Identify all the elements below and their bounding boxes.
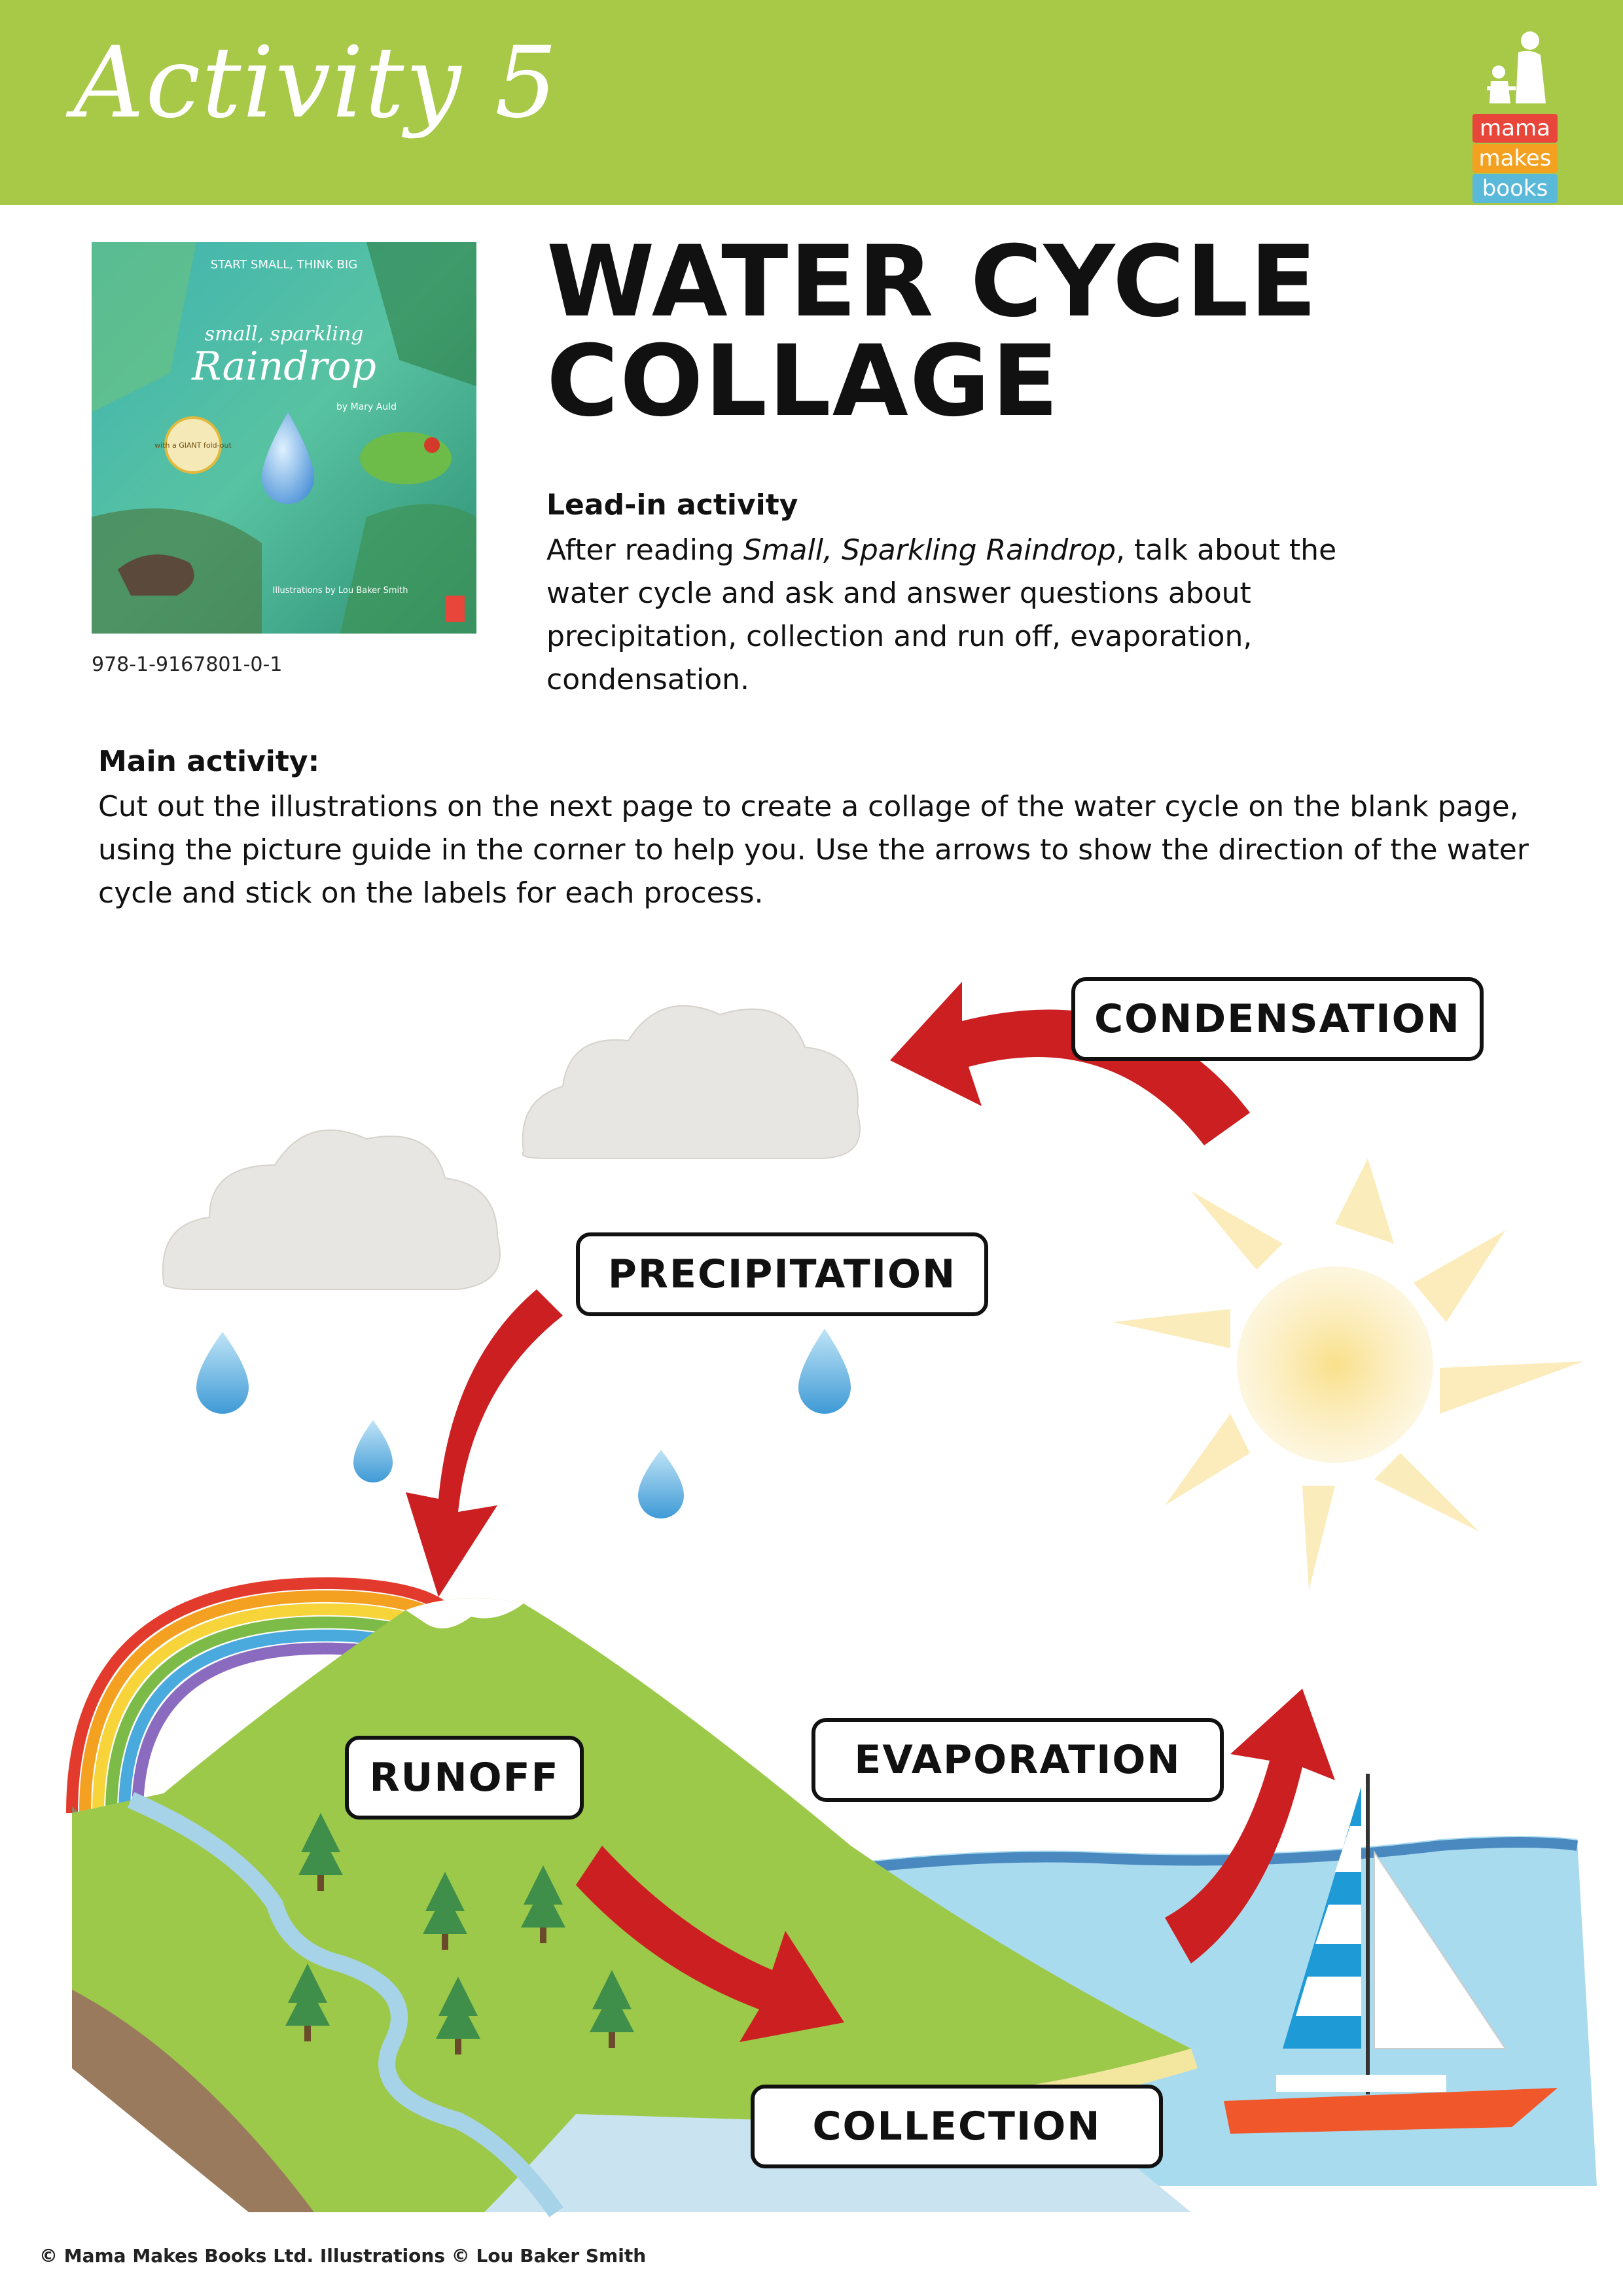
- book-tagline: START SMALL, THINK BIG: [210, 258, 358, 272]
- logo-mama: mama: [1472, 114, 1558, 143]
- lead-in-text: [546, 529, 1364, 702]
- main-activity-text: Cut out the illustrations on the next page to create a collage of the water cycle on the blank page, using the picture guide in the corner to help you. Use the arrows to show the direction of the water cycle and stick on the labels for each process.: [98, 790, 1529, 910]
- page-title: [546, 225, 1319, 439]
- lead-in-text-end: , talk about the water cycle and ask and answer questions about precipitation, collection and run off, evaporation, condensation.: [546, 533, 1337, 696]
- page-title-line1: WATER CYCLE: [546, 225, 1319, 339]
- water-cycle-diagram: [0, 942, 1623, 2232]
- cloud-right: [522, 1006, 860, 1158]
- copyright-footer: © Mama Makes Books Ltd. Illustrations © Lou Baker Smith: [39, 2245, 647, 2267]
- book-author: by Mary Auld: [336, 402, 397, 412]
- lead-in-text-start: After reading: [546, 533, 743, 567]
- sun-icon: [1113, 1158, 1584, 1590]
- logo-books: books: [1472, 174, 1558, 203]
- raindrop-icon: [196, 1329, 851, 1518]
- label-collection: COLLECTION: [751, 2085, 1163, 2168]
- mother-child-icon: [1472, 26, 1558, 111]
- book-badge: with a GIANT fold-out: [154, 441, 232, 450]
- page-title-line2: COLLAGE: [546, 325, 1060, 439]
- book-illustrator: Illustrations by Lou Baker Smith: [272, 586, 408, 596]
- header-bar: [0, 0, 1623, 205]
- book-cover: [92, 242, 476, 634]
- book-title-big: Raindrop: [192, 344, 376, 389]
- cloud-left: [163, 1130, 500, 1289]
- label-condensation: CONDENSATION: [1071, 977, 1484, 1061]
- label-evaporation: EVAPORATION: [812, 1718, 1224, 1802]
- book-title-small: small, sparkling: [204, 323, 364, 346]
- main-activity-heading: Main activity:: [98, 745, 320, 778]
- lead-in-heading: Lead-in activity: [546, 488, 798, 522]
- label-precipitation: PRECIPITATION: [576, 1232, 988, 1316]
- publisher-logo: [1472, 26, 1558, 202]
- logo-makes: makes: [1472, 144, 1558, 173]
- label-runoff: RUNOFF: [345, 1736, 584, 1820]
- activity-title: Activity 5: [73, 26, 559, 140]
- lead-in-book-title: Small, Sparkling Raindrop: [743, 533, 1116, 567]
- isbn: 978-1-9167801-0-1: [92, 653, 283, 676]
